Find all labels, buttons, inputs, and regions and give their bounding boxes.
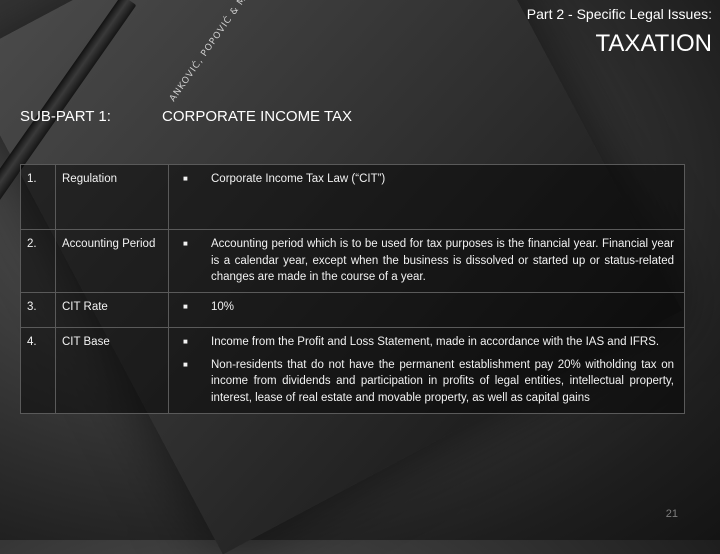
bullet-item [183, 299, 674, 316]
table-row [21, 328, 685, 414]
bullet-text: 10% [211, 301, 235, 314]
subpart-title: CORPORATE INCOME TAX [162, 108, 353, 125]
bullet-item [183, 334, 674, 351]
row-content [169, 230, 685, 293]
table-row [21, 165, 685, 230]
bullet-text: Corporate Income Tax Law (“CIT”) [211, 173, 386, 185]
bullet-text: Non-residents that do not have the permanent establishment pay 20% witholding tax on income from dividends and participation in profits of legal entities, intellectual property, interest, lease of real estate and movable property, as well as capital gains [211, 358, 674, 405]
bullet-item [183, 171, 674, 188]
row-content [169, 165, 685, 230]
square-bullet-icon: ■ [183, 359, 188, 369]
square-bullet-icon: ■ [183, 302, 188, 312]
bullet-item [183, 357, 674, 407]
row-number: 1. [21, 165, 56, 230]
row-label: Regulation [56, 165, 169, 230]
row-number: 4. [21, 328, 56, 414]
page-number: 21 [665, 508, 678, 520]
row-number: 3. [21, 293, 56, 328]
bullet-text: Income from the Profit and Loss Statement, made in accordance with the IAS and IFRS. [211, 336, 660, 349]
bullet-item [183, 236, 674, 286]
row-content [169, 328, 685, 414]
bullet-text: Accounting period which is to be used for tax purposes is the financial year. Financial year is a calendar year, except when the business is dissolved or started up or status-related changes are made in the course of a year. [211, 238, 674, 284]
row-label: Accounting Period [56, 230, 169, 293]
row-label: CIT Rate [56, 293, 169, 328]
page-title: TAXATION [595, 30, 712, 57]
row-number: 2. [21, 230, 56, 293]
row-content [169, 293, 685, 328]
square-bullet-icon: ■ [183, 239, 188, 248]
square-bullet-icon: ■ [183, 174, 188, 183]
cit-table [20, 164, 685, 414]
square-bullet-icon: ■ [183, 337, 188, 347]
row-label: CIT Base [56, 328, 169, 414]
table-row [21, 293, 685, 328]
section-subtitle: Part 2 - Specific Legal Issues: [526, 6, 712, 22]
table-row [21, 230, 685, 293]
subpart-label: SUB-PART 1: [20, 108, 111, 125]
